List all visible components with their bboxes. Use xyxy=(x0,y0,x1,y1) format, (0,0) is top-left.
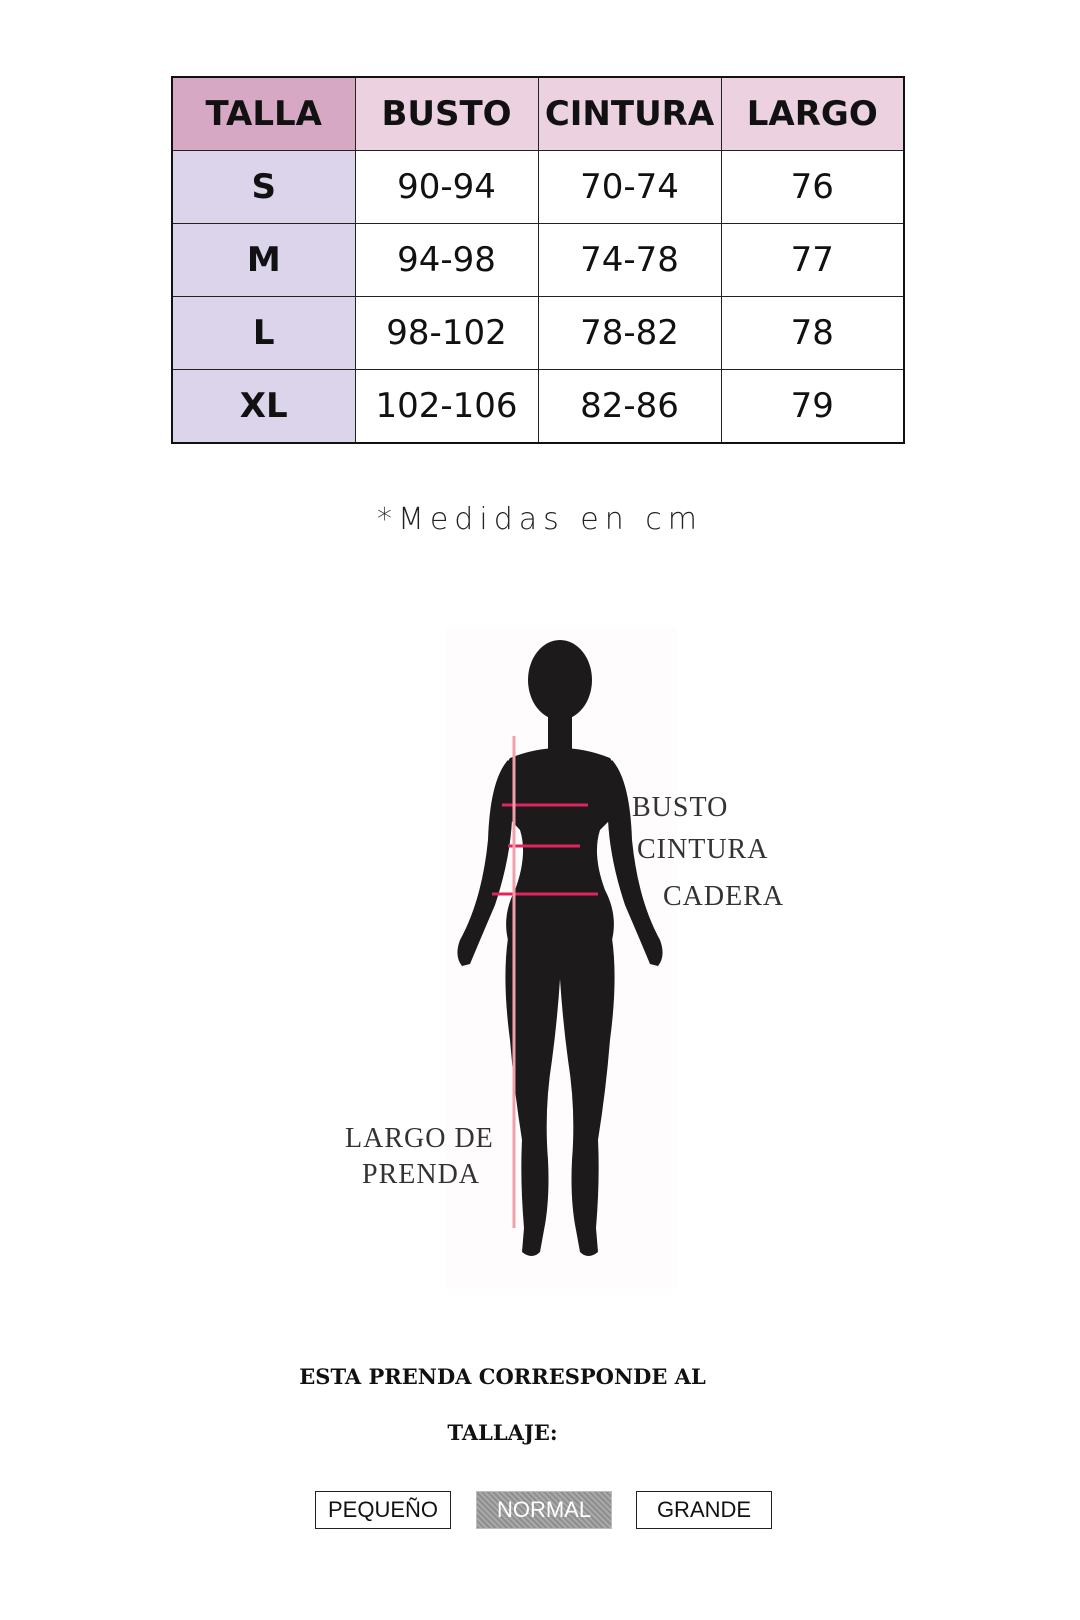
largo-cell: 79 xyxy=(721,370,904,444)
header-largo: LARGO xyxy=(721,77,904,151)
busto-cell: 98-102 xyxy=(355,297,538,370)
label-busto: BUSTO xyxy=(632,792,729,823)
label-largo-line2: PRENDA xyxy=(362,1159,481,1190)
cintura-cell: 70-74 xyxy=(538,151,721,224)
size-cell: M xyxy=(172,224,355,297)
fit-option-grande: GRANDE xyxy=(636,1491,772,1529)
measurement-unit-note: *Medidas en cm xyxy=(376,502,704,537)
size-cell: XL xyxy=(172,370,355,444)
size-cell: S xyxy=(172,151,355,224)
header-cintura: CINTURA xyxy=(538,77,721,151)
largo-cell: 78 xyxy=(721,297,904,370)
fit-option-normal-selected: NORMAL xyxy=(476,1491,612,1529)
fit-statement-line2: TALLAJE: xyxy=(447,1420,558,1445)
largo-cell: 77 xyxy=(721,224,904,297)
cintura-cell: 74-78 xyxy=(538,224,721,297)
table-row xyxy=(172,370,904,444)
fit-statement-line1: ESTA PRENDA CORRESPONDE AL xyxy=(299,1364,706,1389)
header-busto: BUSTO xyxy=(355,77,538,151)
label-cintura: CINTURA xyxy=(637,834,769,865)
busto-cell: 94-98 xyxy=(355,224,538,297)
largo-cell: 76 xyxy=(721,151,904,224)
cintura-cell: 78-82 xyxy=(538,297,721,370)
table-row xyxy=(172,151,904,224)
cintura-cell: 82-86 xyxy=(538,370,721,444)
label-largo-line1: LARGO DE xyxy=(345,1123,494,1154)
table-row xyxy=(172,297,904,370)
label-cadera: CADERA xyxy=(663,881,785,912)
table-header-row xyxy=(172,77,904,151)
size-chart-table xyxy=(171,76,905,444)
size-cell: L xyxy=(172,297,355,370)
busto-cell: 90-94 xyxy=(355,151,538,224)
silhouette-icon xyxy=(457,640,662,1256)
header-talla: TALLA xyxy=(172,77,355,151)
fit-option-pequeno: PEQUEÑO xyxy=(315,1491,451,1529)
table-row xyxy=(172,224,904,297)
busto-cell: 102-106 xyxy=(355,370,538,444)
